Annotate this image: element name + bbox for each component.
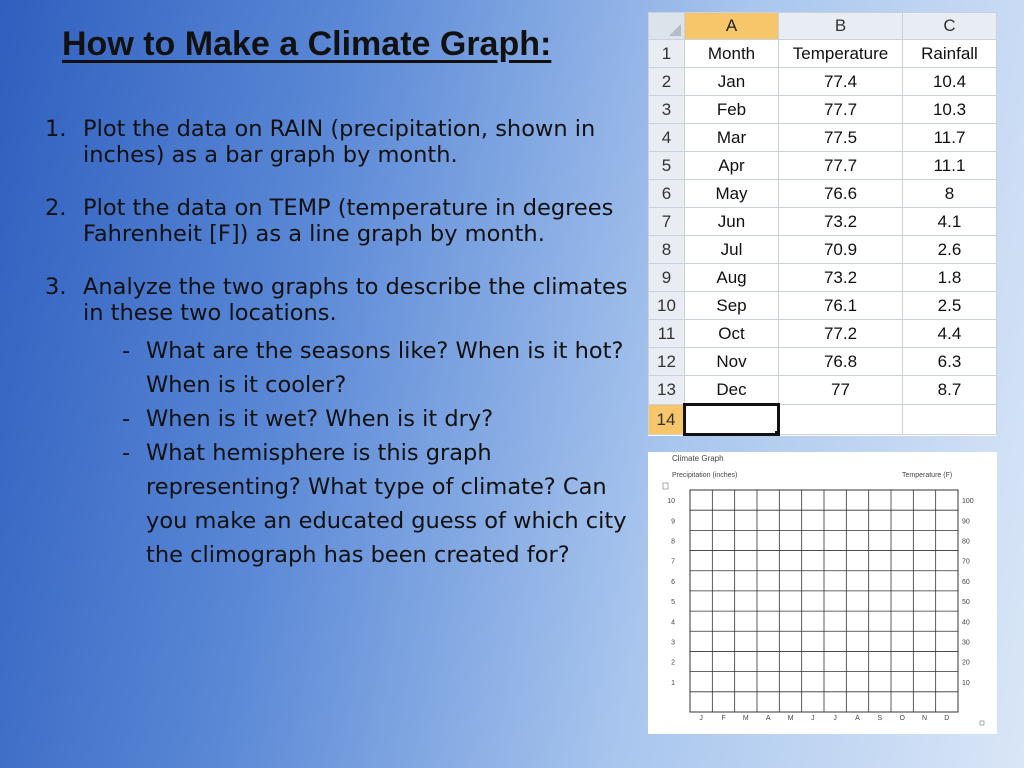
right-tick-label: 20 — [962, 659, 970, 667]
cell[interactable]: Dec — [685, 376, 779, 405]
month-tick-label: J — [811, 715, 815, 722]
cell[interactable] — [903, 405, 997, 435]
sub-question-text: What are the seasons like? When is it hot? When is it cooler? — [146, 338, 624, 398]
right-tick-label: 30 — [962, 639, 970, 647]
row-header[interactable]: 10 — [649, 292, 685, 320]
cell[interactable]: Jan — [685, 68, 779, 96]
row-header[interactable]: 5 — [649, 152, 685, 180]
table-row — [649, 320, 997, 348]
sub-question-text: What hemisphere is this graph representing? What type of climate? Can you make an educated guess of which city the climograph has been created for? — [146, 440, 627, 568]
cell[interactable]: 77.7 — [779, 152, 903, 180]
unit-box-icon — [663, 483, 668, 489]
row-header[interactable]: 2 — [649, 68, 685, 96]
cell[interactable]: Mar — [685, 124, 779, 152]
row-header[interactable]: 12 — [649, 348, 685, 376]
left-axis-label: Precipitation (inches) — [672, 472, 738, 479]
step-number: 1. — [45, 116, 67, 142]
corner-mark-icon — [980, 721, 984, 725]
cell[interactable]: 70.9 — [779, 236, 903, 264]
cell[interactable]: 11.7 — [903, 124, 997, 152]
table-row — [649, 376, 997, 405]
row-header[interactable]: 4 — [649, 124, 685, 152]
cell[interactable]: Sep — [685, 292, 779, 320]
cell[interactable]: 77.7 — [779, 96, 903, 124]
right-tick-label: 50 — [962, 599, 970, 607]
column-header-a[interactable]: A — [685, 13, 779, 40]
sub-question — [83, 436, 635, 572]
cell[interactable]: Rainfall — [903, 40, 997, 68]
cell[interactable]: 76.6 — [779, 180, 903, 208]
step-number: 2. — [45, 195, 67, 221]
left-tick-label: 8 — [671, 538, 675, 546]
left-tick-label: 9 — [671, 518, 675, 526]
table-row — [649, 208, 997, 236]
column-header-c[interactable]: C — [903, 13, 997, 40]
left-tick-label: 2 — [671, 659, 675, 667]
climate-graph-svg — [648, 452, 997, 734]
right-axis-label: Temperature (F) — [902, 472, 953, 479]
right-tick-label: 60 — [962, 578, 970, 586]
climate-graph-template — [648, 452, 997, 734]
month-tick-label: D — [944, 715, 950, 722]
row-header[interactable]: 9 — [649, 264, 685, 292]
cell[interactable]: 4.1 — [903, 208, 997, 236]
cell[interactable]: 76.1 — [779, 292, 903, 320]
right-tick-label: 10 — [962, 679, 970, 687]
table-row — [649, 180, 997, 208]
table-row — [649, 68, 997, 96]
row-header[interactable]: 7 — [649, 208, 685, 236]
left-tick-label: 1 — [671, 679, 675, 687]
cell[interactable]: 77.5 — [779, 124, 903, 152]
cell[interactable]: Nov — [685, 348, 779, 376]
cell[interactable] — [779, 405, 903, 435]
month-tick-label: M — [787, 715, 794, 722]
row-header[interactable]: 8 — [649, 236, 685, 264]
cell[interactable]: 77 — [779, 376, 903, 405]
cell[interactable]: 1.8 — [903, 264, 997, 292]
row-header[interactable]: 6 — [649, 180, 685, 208]
step-text: Plot the data on RAIN (precipitation, shown in inches) as a bar graph by month. — [83, 116, 596, 168]
table-row — [649, 96, 997, 124]
left-tick-label: 6 — [671, 578, 675, 586]
cell[interactable]: Oct — [685, 320, 779, 348]
dash-marker: - — [122, 406, 131, 432]
row-header[interactable]: 1 — [649, 40, 685, 68]
cell[interactable]: 77.4 — [779, 68, 903, 96]
spreadsheet — [648, 12, 997, 436]
right-tick-label: 40 — [962, 619, 970, 627]
step-text: Plot the data on TEMP (temperature in degrees Fahrenheit [F]) as a line graph by month. — [83, 195, 614, 247]
dash-marker: - — [122, 338, 131, 364]
cell[interactable]: 73.2 — [779, 208, 903, 236]
cell[interactable]: Jul — [685, 236, 779, 264]
cell[interactable]: 6.3 — [903, 348, 997, 376]
cell[interactable]: 77.2 — [779, 320, 903, 348]
graph-title: Climate Graph — [672, 454, 724, 463]
month-tick-label: J — [833, 715, 837, 722]
fill-handle[interactable] — [775, 431, 779, 435]
select-all-corner[interactable] — [649, 13, 685, 40]
cell[interactable]: 11.1 — [903, 152, 997, 180]
cell[interactable]: Aug — [685, 264, 779, 292]
sub-question-text: When is it wet? When is it dry? — [146, 406, 494, 432]
month-tick-label: S — [877, 715, 883, 722]
cell[interactable]: 76.8 — [779, 348, 903, 376]
table-row — [649, 292, 997, 320]
table-row — [649, 348, 997, 376]
cell[interactable]: 8.7 — [903, 376, 997, 405]
step-text: Analyze the two graphs to describe the climates in these two locations. — [83, 274, 628, 326]
cell[interactable]: Feb — [685, 96, 779, 124]
right-tick-label: 100 — [962, 498, 974, 506]
row-header[interactable]: 3 — [649, 96, 685, 124]
cell[interactable]: 2.6 — [903, 236, 997, 264]
month-tick-label: A — [855, 715, 860, 722]
cell[interactable]: 4.4 — [903, 320, 997, 348]
cell[interactable]: 8 — [903, 180, 997, 208]
left-tick-label: 4 — [671, 619, 675, 627]
row-header[interactable]: 11 — [649, 320, 685, 348]
table-row — [649, 152, 997, 180]
row-header[interactable]: 14 — [649, 405, 685, 435]
cell[interactable]: Jun — [685, 208, 779, 236]
month-tick-label: F — [721, 715, 726, 722]
cell[interactable]: May — [685, 180, 779, 208]
step-2 — [45, 195, 635, 247]
cell[interactable]: Apr — [685, 152, 779, 180]
right-tick-label: 70 — [962, 558, 970, 566]
right-tick-label: 80 — [962, 538, 970, 546]
sub-question — [83, 334, 635, 402]
right-tick-label: 90 — [962, 518, 970, 526]
left-tick-label: 10 — [667, 498, 675, 506]
active-cell[interactable] — [685, 405, 779, 435]
sub-question — [83, 402, 635, 436]
step-3 — [45, 274, 635, 572]
column-header-b[interactable]: B — [779, 13, 903, 40]
step-1 — [45, 116, 635, 168]
table-row — [649, 40, 997, 68]
month-tick-label: J — [699, 715, 703, 722]
table-row — [649, 264, 997, 292]
left-tick-label: 7 — [671, 558, 675, 566]
cell[interactable]: 2.5 — [903, 292, 997, 320]
cell[interactable]: 73.2 — [779, 264, 903, 292]
month-tick-label: O — [899, 715, 905, 722]
instruction-list — [45, 116, 635, 599]
cell[interactable]: 10.3 — [903, 96, 997, 124]
table-row — [649, 236, 997, 264]
month-tick-label: M — [742, 715, 749, 722]
dash-marker: - — [122, 440, 131, 466]
sub-question-list — [83, 334, 635, 572]
row-header[interactable]: 13 — [649, 376, 685, 405]
month-tick-label: N — [921, 715, 928, 722]
table-row — [649, 405, 997, 435]
cell[interactable]: Temperature — [779, 40, 903, 68]
month-tick-label: A — [765, 715, 771, 722]
left-tick-label: 3 — [671, 639, 675, 647]
cell[interactable]: 10.4 — [903, 68, 997, 96]
slide-title: How to Make a Climate Graph: — [62, 25, 552, 63]
step-number: 3. — [45, 274, 67, 300]
left-tick-label: 5 — [671, 599, 675, 607]
cell[interactable]: Month — [685, 40, 779, 68]
table-row — [649, 124, 997, 152]
